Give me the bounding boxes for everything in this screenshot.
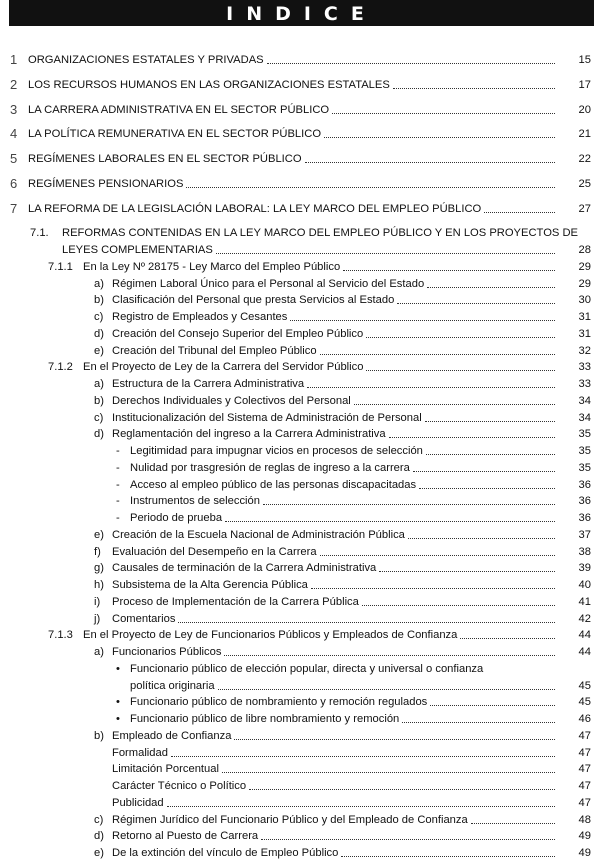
toc-entry-title: Limitación Porcentual	[112, 763, 219, 776]
toc-entry-page-number: 45	[578, 679, 591, 692]
toc-entry-leader	[0, 711, 600, 727]
toc-entry-page-number: 44	[578, 629, 591, 642]
toc-entry-title-continued: LEYES COMPLEMENTARIAS	[62, 244, 213, 256]
toc-entry-leader	[0, 326, 600, 342]
toc-entry-leader	[0, 594, 600, 610]
toc-entry-title: Periodo de prueba	[130, 512, 223, 524]
dotted-leader	[324, 137, 555, 138]
toc-entry-page-number: 21	[578, 128, 591, 141]
toc-entry-page-number: 44	[578, 646, 591, 658]
toc-entry-leader	[0, 443, 600, 459]
toc-entry-number: •	[116, 696, 120, 709]
toc-entry-number: -	[116, 461, 120, 474]
toc-entry-title: Creación del Consejo Superior del Empleo Público	[112, 327, 364, 340]
toc-entry-leader	[0, 201, 600, 217]
dotted-leader	[261, 839, 555, 840]
toc-entry-leader	[0, 102, 600, 118]
toc-entry-number: a)	[94, 378, 104, 390]
toc-entry-leader	[0, 745, 600, 761]
dotted-leader	[471, 823, 555, 824]
dotted-leader	[222, 772, 555, 773]
toc-entry-page-number: 20	[578, 103, 591, 116]
toc-entry-number: h)	[94, 579, 104, 591]
dotted-leader	[320, 555, 555, 556]
dotted-leader	[234, 739, 555, 740]
toc-entry-page-number: 47	[578, 763, 591, 776]
toc-entry-number: d)	[94, 428, 104, 441]
toc-entry-title: Derechos Individuales y Colectivos del Personal	[112, 394, 351, 407]
toc-entry-title: Clasificación del Personal que presta Servicios al Estado	[112, 294, 395, 307]
dotted-leader	[379, 571, 555, 572]
toc-entry-leader	[0, 276, 600, 292]
toc-entry-page-number: 47	[578, 729, 591, 742]
dotted-leader	[397, 303, 555, 304]
toc-entry-page-number: 45	[578, 696, 591, 709]
toc-entry-page-number: 22	[578, 153, 591, 165]
toc-entry-leader	[0, 812, 600, 828]
toc-entry-page-number: 37	[578, 528, 591, 541]
toc-entry-title: Carácter Técnico o Político	[112, 780, 247, 792]
toc-entry-page-number: 36	[578, 512, 591, 524]
toc-entry-page-number: 40	[578, 579, 591, 591]
toc-entry	[0, 225, 600, 241]
toc-entry-title: Instrumentos de selección	[130, 495, 260, 508]
toc-entry-page-number: 38	[578, 545, 591, 558]
dotted-leader	[402, 722, 555, 723]
toc-entry-title: LA CARRERA ADMINISTRATIVA EN EL SECTOR PÚBLICO	[28, 103, 330, 116]
dotted-leader	[362, 605, 555, 606]
toc-entry-number: c)	[94, 411, 104, 424]
toc-entry-title: De la extinción del vínculo de Empleo Público	[112, 847, 339, 859]
toc-entry-number: e)	[94, 344, 104, 357]
toc-entry-number: i)	[94, 595, 101, 608]
toc-entry-leader	[0, 694, 600, 710]
toc-entry-page-number: 31	[578, 311, 591, 323]
toc-entry-number: d)	[94, 327, 104, 340]
toc-entry-leader	[0, 151, 600, 167]
toc-entry-title: Evaluación del Desempeño en la Carrera	[112, 545, 317, 558]
toc-entry-title: Publicidad	[112, 796, 164, 809]
dotted-leader	[366, 370, 555, 371]
toc-entry-leader	[0, 845, 600, 861]
dotted-leader	[408, 538, 555, 539]
toc-entry-number: b)	[94, 729, 104, 742]
toc-entry-title: En el Proyecto de Ley de la Carrera del Servidor Público	[83, 361, 364, 374]
toc-entry-title: Régimen Laboral Único para el Personal al Servicio del Estado	[112, 277, 425, 290]
toc-entry-leader	[0, 477, 600, 493]
toc-entry-leader	[0, 410, 600, 426]
toc-entry-number: e)	[94, 528, 104, 541]
toc-entry-number: 7.1.1	[48, 260, 73, 273]
toc-entry-title: Régimen Jurídico del Funcionario Público y del Empleado de Confianza	[112, 813, 468, 826]
toc-entry-leader	[0, 52, 600, 68]
toc-entry-title: En la Ley Nº 28175 - Ley Marco del Empleo Público	[83, 260, 341, 273]
toc-entry-number: •	[116, 713, 120, 725]
toc-entry-leader	[0, 393, 600, 409]
dotted-leader	[320, 354, 555, 355]
toc-entry-title: REGÍMENES LABORALES EN EL SECTOR PÚBLICO	[28, 153, 302, 165]
toc-entry-title: Registro de Empleados y Cesantes	[112, 311, 288, 323]
toc-entry-page-number: 29	[578, 277, 591, 290]
toc-entry-number: 7.1.2	[48, 361, 73, 374]
toc-entry	[0, 661, 600, 677]
toc-entry-title: Funcionario público de nombramiento y remoción regulados	[130, 696, 428, 709]
toc-entry-title: Institucionalización del Sistema de Administración de Personal	[112, 411, 422, 424]
toc-entry-page-number: 30	[578, 294, 591, 307]
dotted-leader	[366, 337, 555, 338]
toc-entry-title: Proceso de Implementación de la Carrera Pública	[112, 595, 359, 608]
toc-entry-leader	[0, 544, 600, 560]
toc-entry-page-number: 36	[578, 495, 591, 508]
toc-entry-leader	[0, 795, 600, 811]
toc-entry-number: 7.1.	[30, 227, 49, 240]
dotted-leader	[425, 421, 555, 422]
toc-entry-number: 2	[10, 76, 18, 92]
toc-entry-leader	[0, 778, 600, 794]
toc-entry-number: •	[116, 662, 120, 675]
toc-entry-title: Causales de terminación de la Carrera Administrativa	[112, 562, 377, 575]
toc-entry-number: a)	[94, 277, 104, 290]
toc-entry-title: Formalidad	[112, 746, 168, 759]
dotted-leader	[426, 454, 555, 455]
dotted-leader	[427, 287, 555, 288]
toc-entry-title: Creación del Tribunal del Empleo Público	[112, 344, 317, 357]
toc-entry-number: -	[116, 495, 120, 508]
toc-entry-page-number: 15	[578, 54, 591, 66]
toc-entry-number: b)	[94, 294, 104, 307]
toc-entry-number: -	[116, 445, 120, 457]
dotted-leader	[249, 789, 555, 790]
toc-entry-number: f)	[94, 545, 101, 558]
toc-entry-leader	[0, 259, 600, 275]
toc-entry-number: 6	[10, 175, 18, 191]
dotted-leader	[430, 705, 555, 706]
dotted-leader	[354, 404, 555, 405]
toc-entry-page-number: 41	[578, 595, 591, 608]
toc-entry-page-number: 47	[578, 746, 591, 759]
dotted-leader	[218, 689, 555, 690]
toc-entry-page-number: 35	[578, 445, 591, 457]
toc-entry-title: Empleado de Confianza	[112, 729, 232, 742]
dotted-leader	[290, 320, 555, 321]
dotted-leader	[389, 437, 555, 438]
toc-entry-leader	[0, 343, 600, 359]
dotted-leader	[305, 162, 555, 163]
toc-entry-title: LA REFORMA DE LA LEGISLACIÓN LABORAL: LA LEY MARCO DEL EMPLEO PÚBLICO	[28, 202, 482, 215]
toc-entry-title: Estructura de la Carrera Administrativa	[112, 378, 305, 390]
dotted-leader	[393, 88, 555, 89]
toc-entry-title: Funcionario público de libre nombramiento y remoción	[130, 713, 400, 725]
toc-entry-leader	[0, 309, 600, 325]
dotted-leader	[186, 187, 555, 188]
dotted-leader	[171, 756, 555, 757]
dotted-leader	[413, 471, 555, 472]
toc-entry-leader	[0, 560, 600, 576]
toc-entry-page-number: 35	[578, 428, 591, 441]
toc-entry-leader	[0, 644, 600, 660]
toc-entry-leader	[0, 376, 600, 392]
toc-entry-number: d)	[94, 830, 104, 843]
dotted-leader	[311, 588, 555, 589]
toc-entry-number: -	[116, 478, 120, 491]
toc-entry-title: Nulidad por trasgresión de reglas de ingreso a la carrera	[130, 461, 410, 474]
dotted-leader	[178, 622, 555, 623]
dotted-leader	[263, 504, 555, 505]
toc-entry-page-number: 46	[578, 713, 591, 725]
toc-entry-title: Legitimidad para impugnar vicios en procesos de selección	[130, 445, 423, 457]
toc-entry-leader	[0, 510, 600, 526]
toc-entry-leader	[0, 126, 600, 142]
toc-entry-number: 7	[10, 200, 18, 216]
dotted-leader	[332, 113, 555, 114]
toc-entry-title: Subsistema de la Alta Gerencia Pública	[112, 579, 308, 591]
toc-entry-leader	[0, 678, 600, 694]
toc-entry-page-number: 42	[578, 612, 591, 625]
toc-entry-title: LOS RECURSOS HUMANOS EN LAS ORGANIZACIONES ESTATALES	[28, 78, 390, 91]
toc-entry-page-number: 29	[578, 260, 591, 273]
toc-entry-title: Comentarios	[112, 612, 176, 625]
toc-entry-title: En el Proyecto de Ley de Funcionarios Públicos y Empleados de Confianza	[83, 629, 458, 642]
toc-entry-leader	[0, 292, 600, 308]
dotted-leader	[307, 387, 555, 388]
dotted-leader	[267, 63, 555, 64]
toc-entry-page-number: 47	[578, 796, 591, 809]
toc-entry-page-number: 27	[578, 202, 591, 215]
toc-entry-leader	[0, 577, 600, 593]
toc-entry-number: 4	[10, 126, 18, 142]
toc-entry-page-number: 49	[578, 830, 591, 843]
toc-entry-page-number: 35	[578, 461, 591, 474]
toc-entry-leader	[0, 761, 600, 777]
toc-entry-title: Retorno al Puesto de Carrera	[112, 830, 259, 843]
toc-entry-title: ORGANIZACIONES ESTATALES Y PRIVADAS	[28, 54, 264, 66]
toc-entry-title: Creación de la Escuela Nacional de Administración Pública	[112, 528, 405, 541]
toc-entry-number: c)	[94, 311, 104, 323]
toc-entry-title: Funcionarios Públicos	[112, 646, 222, 658]
dotted-leader	[216, 253, 555, 254]
toc-entry-number: c)	[94, 813, 104, 826]
toc-entry-page-number: 32	[578, 344, 591, 357]
toc-entry-leader	[0, 242, 600, 258]
toc-entry-page-number: 33	[578, 378, 591, 390]
toc-entry-number: e)	[94, 847, 104, 859]
toc-entry-number: 5	[10, 151, 18, 166]
toc-entry-title-continued: política originaria	[130, 679, 215, 692]
toc-entry-title: Funcionario público de elección popular, directa y universal o confianza	[130, 662, 484, 675]
toc-entry-title: LA POLÍTICA REMUNERATIVA EN EL SECTOR PÚBLICO	[28, 128, 322, 141]
toc-entry-page-number: 49	[578, 847, 591, 859]
toc-entry-page-number: 25	[578, 177, 591, 190]
toc-entry-page-number: 47	[578, 780, 591, 792]
toc-entry-leader	[0, 460, 600, 476]
toc-entry-number: 1	[10, 52, 18, 67]
toc-entry-page-number: 28	[578, 244, 591, 256]
toc-entry-leader	[0, 493, 600, 509]
dotted-leader	[484, 212, 555, 213]
toc-entry-leader	[0, 176, 600, 192]
toc-entry-number: a)	[94, 646, 104, 658]
toc-entry-page-number: 34	[578, 411, 591, 424]
toc-entry-page-number: 48	[578, 813, 591, 826]
toc-entry-page-number: 39	[578, 562, 591, 575]
index-title: INDICE	[226, 3, 377, 25]
dotted-leader	[167, 806, 555, 807]
toc-entry-page-number: 36	[578, 478, 591, 491]
dotted-leader	[224, 655, 555, 656]
toc-entry-page-number: 33	[578, 361, 591, 374]
toc-entry-leader	[0, 611, 600, 627]
toc-entry-leader	[0, 426, 600, 442]
toc-entry-title: Reglamentación del ingreso a la Carrera Administrativa	[112, 428, 386, 441]
toc-entry-number: b)	[94, 394, 104, 407]
dotted-leader	[460, 638, 555, 639]
toc-entry-leader	[0, 728, 600, 744]
toc-entry-title: REGÍMENES PENSIONARIOS	[28, 177, 184, 190]
dotted-leader	[343, 270, 555, 271]
toc-entry-title: REFORMAS CONTENIDAS EN LA LEY MARCO DEL EMPLEO PÚBLICO Y EN LOS PROYECTOS DE	[62, 227, 579, 240]
toc-entry-leader	[0, 359, 600, 375]
toc-entry-leader	[0, 627, 600, 643]
toc-entry-leader	[0, 828, 600, 844]
toc-entry-number: -	[116, 512, 120, 524]
toc-entry-number: g)	[94, 562, 104, 575]
toc-entry-page-number: 31	[578, 327, 591, 340]
dotted-leader	[225, 521, 555, 522]
toc-entry-number: j)	[94, 612, 101, 625]
toc-entry-title: Acceso al empleo público de las personas discapacitadas	[130, 478, 417, 491]
dotted-leader	[419, 488, 555, 489]
toc-entry-leader	[0, 527, 600, 543]
toc-entry-page-number: 17	[578, 78, 591, 91]
toc-entry-leader	[0, 77, 600, 93]
toc-entry-number: 7.1.3	[48, 629, 73, 642]
toc-entry-page-number: 34	[578, 394, 591, 407]
dotted-leader	[341, 856, 555, 857]
toc-entry-number: 3	[10, 101, 18, 117]
